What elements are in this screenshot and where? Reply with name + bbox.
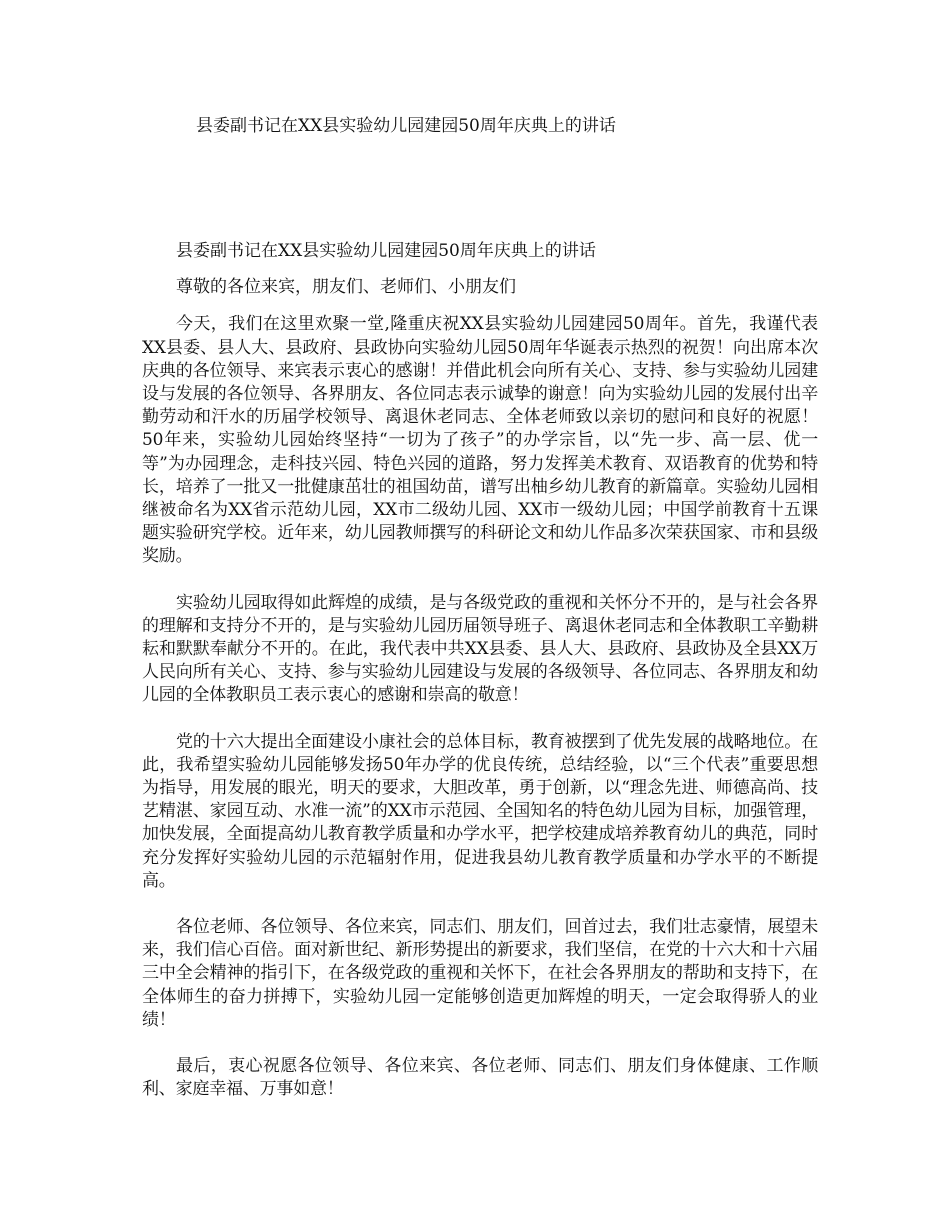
paragraph-achievements: 实验幼儿园取得如此辉煌的成绩，是与各级党政的重视和关怀分不开的，是与社会各界的理解和支持分不开的，是与实验幼儿园历届领导班子、离退休老同志和全体教职工辛勤耕耘和默默奉献分不开的。在此，我代表中共XX县委、县人大、县政府、县政协及全县XX万人民向所有关心、支持、参与实验幼儿园建设与发展的各级领导、各位同志、各界朋友和幼儿园的全体教职员工表示衷心的感谢和崇高的敬意！ xyxy=(142,592,818,706)
paragraph-closing: 最后，衷心祝愿各位领导、各位来宾、各位老师、同志们、朋友们身体健康、工作顺利、家庭幸福、万事如意！ xyxy=(142,1056,818,1100)
speech-heading: 县委副书记在XX县实验幼儿园建园50周年庆典上的讲话 xyxy=(176,241,596,261)
paragraph-outlook: 各位老师、各位领导、各位来宾，同志们、朋友们，回首过去，我们壮志豪情，展望未来，我们信心百倍。面对新世纪、新形势提出的新要求，我们坚信，在党的十六大和十六届三中全会精神的指引下，在各级党政的重视和关怀下，在社会各界朋友的帮助和支持下，在全体师生的奋力拼搏下，实验幼儿园一定能够创造更加辉煌的明天，一定会取得骄人的业绩！ xyxy=(142,917,818,1030)
speech-salutation: 尊敬的各位来宾，朋友们、老师们、小朋友们 xyxy=(176,277,516,298)
document-title: 县委副书记在XX县实验幼儿园建园50周年庆典上的讲话 xyxy=(196,116,616,136)
paragraph-opening: 今天，我们在这里欢聚一堂,隆重庆祝XX县实验幼儿园建园50周年。首先，我谨代表XX县委、县人大、县政府、县政协向实验幼儿园50周年华诞表示热烈的祝贺！向出席本次庆典的各位领导、来宾表示衷心的感谢！并借此机会向所有关心、支持、参与实验幼儿园建设与发展的各位领导、各界朋友、各位同志表示诚挚的谢意！向为实验幼儿园的发展付出辛勤劳动和汗水的历届学校领导、离退休老同志、全体老师致以亲切的慰问和良好的祝愿！50年来，实验幼儿园始终坚持“一切为了孩子”的办学宗旨，以“先一步、高一层、优一等”为办园理念，走科技兴园、特色兴园的道路，努力发挥美术教育、双语教育的优势和特长，培养了一批又一批健康茁壮的祖国幼苗，谱写出柚乡幼儿教育的新篇章。实验幼儿园相继被命名为XX省示范幼儿园，XX市二级幼儿园、XX市一级幼儿园；中国学前教育十五课题实验研究学校。近年来，幼儿园教师撰写的科研论文和幼儿作品多次荣获国家、市和县级奖励。 xyxy=(142,314,818,567)
paragraph-expectations: 党的十六大提出全面建设小康社会的总体目标，教育被摆到了优先发展的战略地位。在此，我希望实验幼儿园能够发扬50年办学的优良传统，总结经验，以“三个代表”重要思想为指导，用发展的眼光，明天的要求，大胆改革，勇于创新，以“理念先进、师德高尚、技艺精湛、家园互动、水准一流”的XX市示范园、全国知名的特色幼儿园为目标，加强管理，加快发展，全面提高幼儿教育教学质量和办学水平，把学校建成培养教育幼儿的典范，同时充分发挥好实验幼儿园的示范辐射作用，促进我县幼儿教育教学质量和办学水平的不断提高。 xyxy=(142,731,818,891)
speech-body xyxy=(142,240,818,1125)
